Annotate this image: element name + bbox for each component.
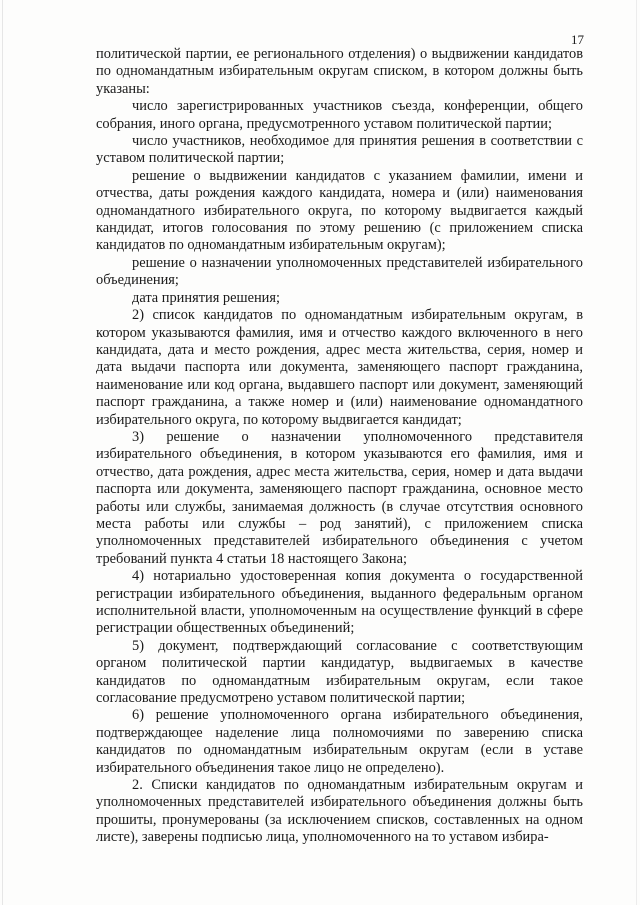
paragraph: число участников, необходимое для принятия решения в соответствии с уставом политической партии; (96, 133, 583, 167)
paragraph: 2. Списки кандидатов по одномандатным избирательным округам и уполномоченных представителей избирательного объединения должны быть прошиты, пронумерованы (за исключением списков, составленных на одном листе), заверены подписью лица, уполномоченного на то уставом избира- (96, 777, 583, 846)
body-text (96, 46, 583, 847)
paragraph: 2) список кандидатов по одномандатным избирательным округам, в котором указываются фамилия, имя и отчество каждого включенного в него кандидата, дата и место рождения, адрес места жительства, серия, номер и дата выдачи паспорта или документа, заменяющего паспорт гражданина, наименование или код органа, выдавшего паспорт или документ, заменяющий паспорт гражданина, а также номер и (или) наименование одномандатного избирательного округа, по которому выдвигается кандидат; (96, 307, 583, 428)
paragraph: решение о назначении уполномоченных представителей избирательного объединения; (96, 254, 583, 289)
scan-edge-right (636, 0, 637, 905)
paragraph: число зарегистрированных участников съезда, конференции, общего собрания, иного органа, предусмотренного уставом политической партии; (96, 98, 583, 132)
paragraph: 3) решение о назначении уполномоченного представителя избирательного объединения, в котором указываются его фамилия, имя и отчество, дата рождения, адрес места жительства, серия, номер и дата выдачи паспорта или документа, заменяющего паспорт гражданина, основное место работы или службы, занимаемая должность (в случае отсутствия основного места работы или службы – род занятий), с приложением списка уполномоченных представителей избирательного объединения с учетом требований пункта 4 статьи 18 настоящего Закона; (96, 428, 583, 567)
paragraph: решение о выдвижении кандидатов с указанием фамилии, имени и отчества, даты рождения каждого кандидата, номера и (или) наименования одномандатного избирательного округа, по которому выдвигается каждый кандидат, итогов голосования по этому решению (с приложением списка кандидатов по одномандатным избирательным округам); (96, 167, 583, 254)
page-number: 17 (571, 32, 584, 47)
paragraph: 5) документ, подтверждающий согласование с соответствующим органом политической партии кандидатур, выдвигаемых в качестве кандидатов по одномандатным избирательным округам, если такое согласование предусмотрено уставом политической партии; (96, 637, 583, 707)
paragraph: дата принятия решения; (132, 289, 280, 306)
paragraph: политической партии, ее регионального отделения) о выдвижении кандидатов по одномандатным избирательным округам списком, в котором должны быть указаны: (96, 46, 583, 97)
paragraph: 4) нотариально удостоверенная копия документа о государственной регистрации избирательного объединения, выданного федеральным органом исполнительной власти, уполномоченным на осуществление функций в сфере регистрации общественных объединений; (96, 568, 583, 637)
scan-edge-left (2, 0, 3, 905)
paragraph: 6) решение уполномоченного органа избирательного объединения, подтверждающее наделение лица полномочиями по заверению списка кандидатов по одномандатным избирательным округам (если в уставе избирательного объединения такое лицо не определено). (96, 707, 583, 776)
